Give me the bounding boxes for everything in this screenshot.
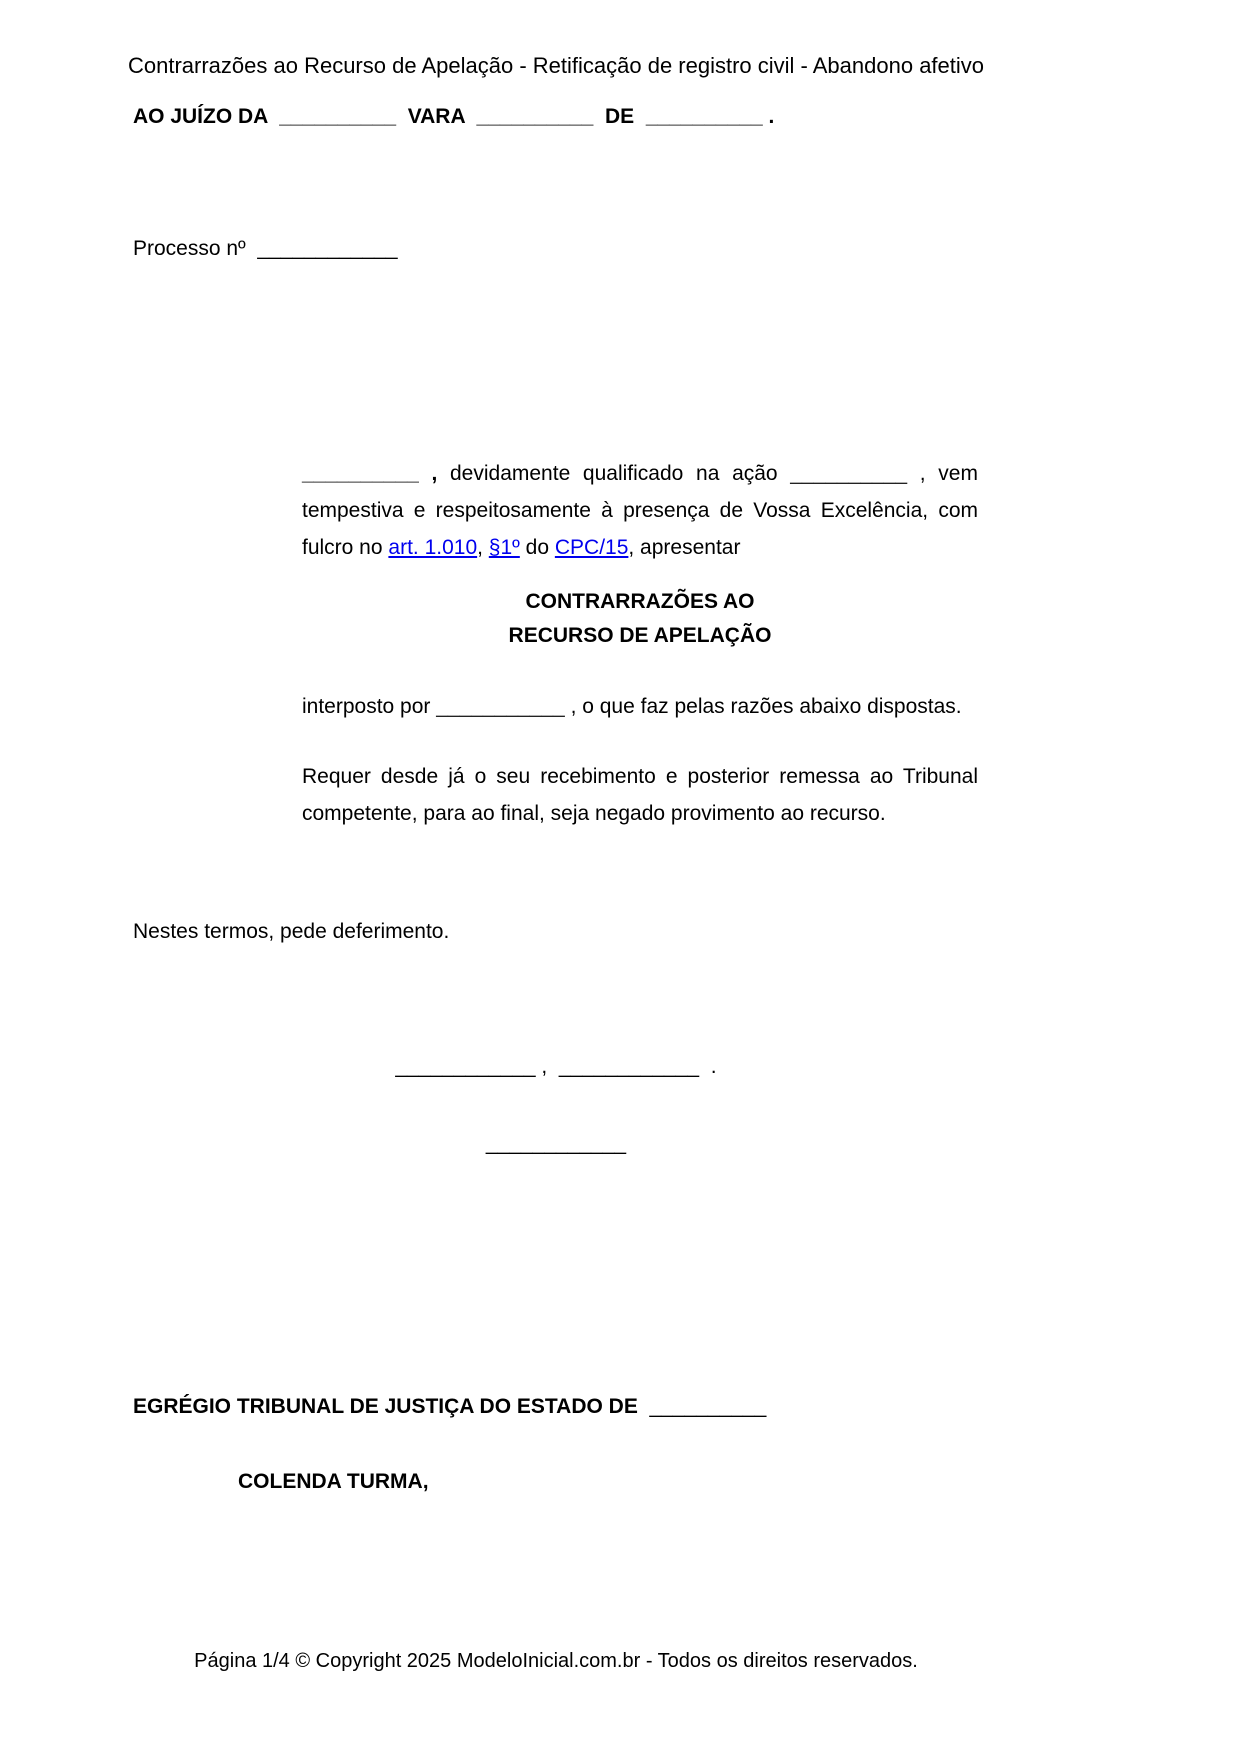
addressing-line: AO JUÍZO DA __________ VARA __________ DE __________ . — [133, 105, 775, 128]
action-blank: __________ — [790, 462, 908, 485]
intro-text-4: do — [519, 536, 555, 559]
intro-text-5: , apresentar — [628, 536, 741, 559]
egregio-text: EGRÉGIO TRIBUNAL DE JUSTIÇA DO ESTADO DE — [133, 1395, 650, 1418]
heading-line-1: CONTRARRAZÕES AO — [525, 590, 755, 613]
party-name-blank: __________ , — [302, 462, 438, 485]
intro-paragraph — [302, 455, 978, 566]
interposto-text-2: , o que faz pelas razões abaixo dispostas. — [564, 695, 962, 718]
state-blank: __________ — [649, 1395, 767, 1418]
closing-line: Nestes termos, pede deferimento. — [133, 920, 450, 943]
intro-text-2: , vem tempestiva e respeitosamente à presença de Vossa Excelência, com fulcro no — [302, 462, 978, 559]
requer-paragraph: Requer desde já o seu recebimento e posterior remessa ao Tribunal competente, para ao final, seja negado provimento ao recurso. — [302, 765, 978, 825]
egregio-line — [133, 1395, 1033, 1419]
process-number-line: Processo nº ____________ — [133, 237, 398, 260]
intro-text-1: devidamente qualificado na ação — [437, 462, 791, 485]
cpc15-link[interactable]: CPC/15 — [554, 536, 629, 559]
appellant-blank: ___________ — [436, 695, 565, 718]
signature-city-date-line: ____________ , ____________ . — [395, 1055, 717, 1078]
document-heading — [302, 585, 978, 653]
intro-text-3: , — [477, 536, 489, 559]
colenda-line: COLENDA TURMA, — [238, 1470, 429, 1493]
page-footer: Página 1/4 © Copyright 2025 ModeloInicial.com.br - Todos os direitos reservados. — [194, 1650, 918, 1672]
interposto-text-1: interposto por — [302, 695, 437, 718]
document-title: Contrarrazões ao Recurso de Apelação - Retificação de registro civil - Abandono afetivo — [127, 53, 985, 78]
heading-line-2: RECURSO DE APELAÇÃO — [508, 624, 772, 647]
signature-name-line: ____________ — [485, 1132, 627, 1155]
interposto-line — [302, 688, 978, 725]
article-1010-link[interactable]: art. 1.010 — [388, 536, 478, 559]
paragraph-1-link[interactable]: §1º — [488, 536, 520, 559]
